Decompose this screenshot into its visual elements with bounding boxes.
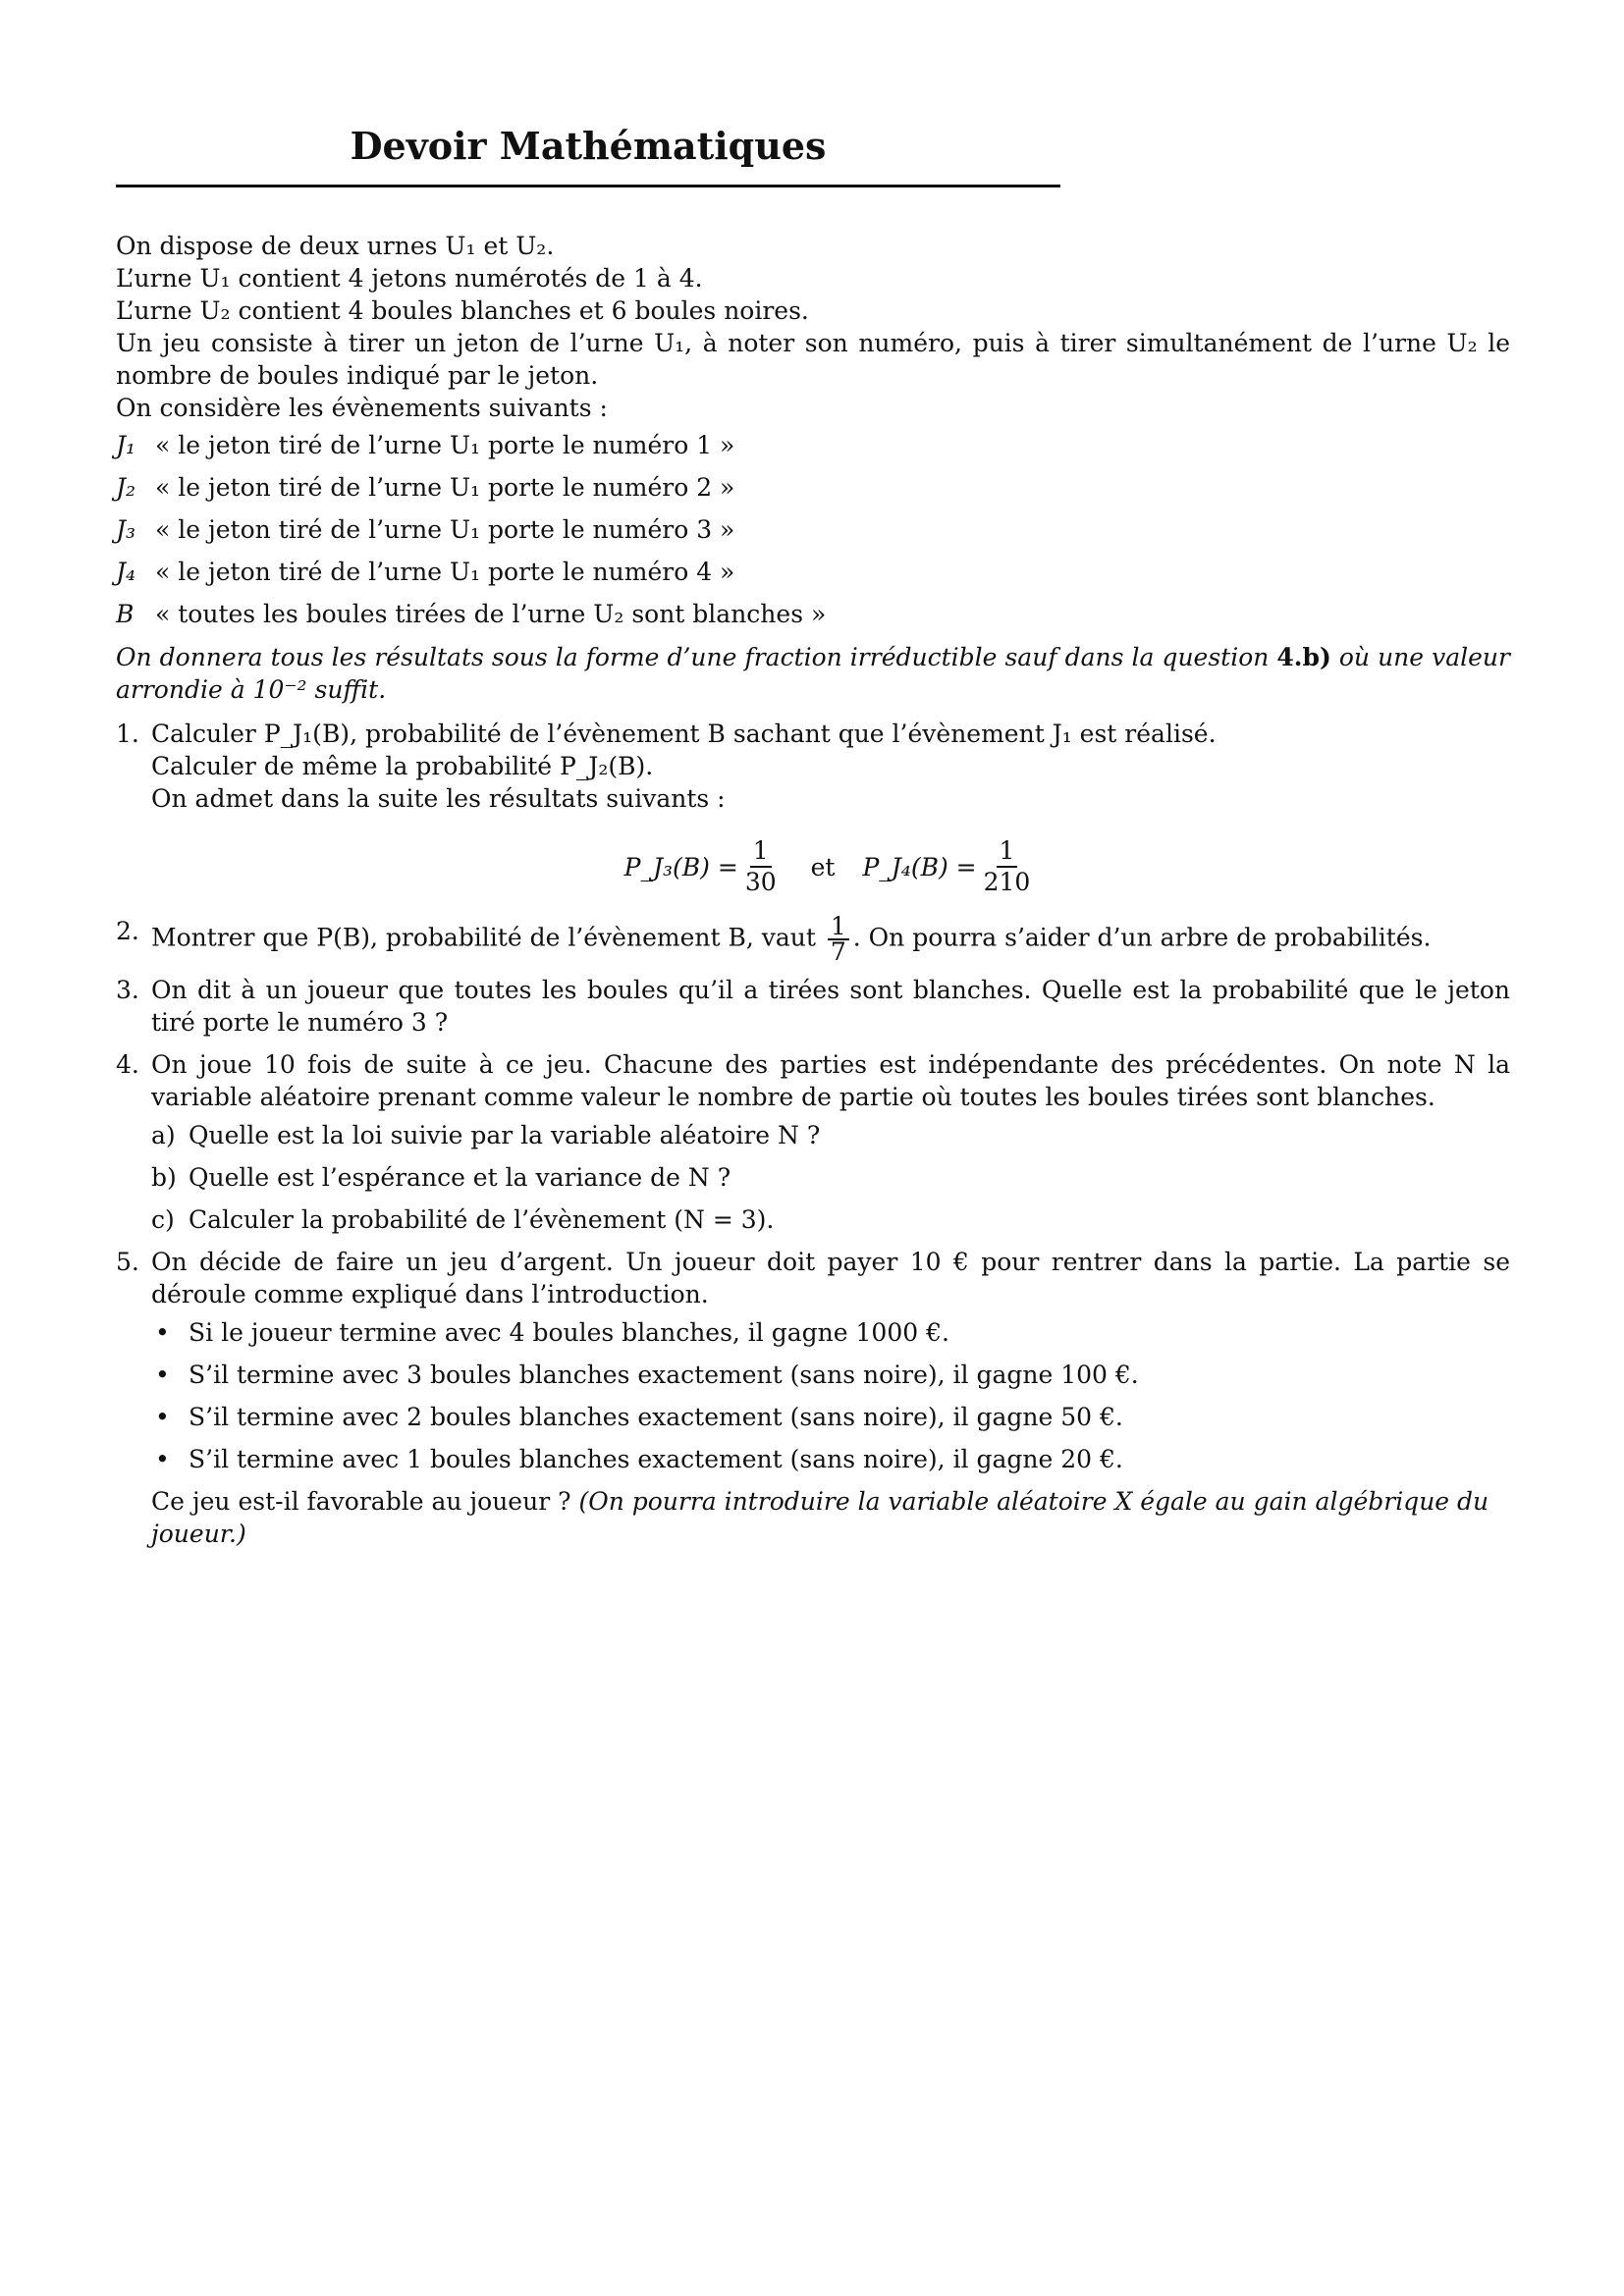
event-item — [116, 466, 1510, 508]
title-rule — [116, 185, 1060, 187]
subquestion-label: c) — [151, 1205, 175, 1234]
subquestion-text: Calculer la probabilité de l’évènement (N = 3). — [189, 1205, 775, 1234]
subquestion — [151, 1203, 1510, 1236]
intro-line-2: L’urne U₁ contient 4 jetons numérotés de 1 à 4. — [116, 264, 703, 293]
event-text: « le jeton tiré de l’urne U₁ porte le numéro 3 » — [155, 515, 735, 544]
q3-text: On dit à un joueur que toutes les boules qu’il a tirées sont blanches. Quelle est la probabilité que le jeton tiré porte le numéro 3 ? — [151, 976, 1510, 1037]
document-body — [116, 230, 1510, 1560]
q5-prize-list — [151, 1316, 1510, 1475]
formula-pj3 — [624, 836, 784, 897]
event-symbol: J₃ — [116, 515, 136, 544]
event-text: « toutes les boules tirées de l’urne U₂ sont blanches » — [155, 600, 827, 628]
question-number: 1. — [116, 720, 139, 748]
question-5 — [116, 1246, 1510, 1550]
prize-text: Si le joueur termine avec 4 boules blanches, il gagne 1000 €. — [189, 1318, 949, 1347]
fraction-numerator: 1 — [997, 836, 1018, 868]
question-2 — [116, 912, 1510, 966]
page-title: Devoir Mathématiques — [350, 124, 827, 168]
event-list — [116, 424, 1510, 635]
q4-text: On joue 10 fois de suite à ce jeu. Chacune des parties est indépendante des précédentes. On note N la variable aléatoire prenant comme valeur le nombre de partie où toutes les boules tirées sont blanches. — [151, 1050, 1510, 1111]
q5-text: On décide de faire un jeu d’argent. Un joueur doit payer 10 € pour rentrer dans la partie. La partie se déroule comme expliqué dans l’introduction. — [151, 1248, 1510, 1308]
subquestion — [151, 1119, 1510, 1151]
intro-line-1: On dispose de deux urnes U₁ et U₂. — [116, 232, 555, 260]
question-number: 2. — [116, 917, 139, 945]
subquestion — [151, 1161, 1510, 1194]
event-item — [116, 593, 1510, 635]
prize-item — [151, 1359, 1510, 1391]
intro-line-3: L’urne U₂ contient 4 boules blanches et 6 boules noires. — [116, 296, 809, 325]
q2-text-b: . On pourra s’aider d’un arbre de probabilités. — [852, 923, 1432, 952]
q4-subquestions — [151, 1119, 1510, 1236]
q5-final-question — [151, 1485, 1510, 1550]
fraction-numerator: 1 — [828, 915, 849, 940]
note-question-ref: 4.b) — [1276, 643, 1331, 671]
prize-text: S’il termine avec 2 boules blanches exactement (sans noire), il gagne 50 €. — [189, 1403, 1123, 1431]
fraction-denominator: 7 — [830, 937, 846, 966]
event-symbol: B — [116, 600, 135, 628]
intro-line-4: Un jeu consiste à tirer un jeton de l’urne U₁, à noter son numéro, puis à tirer simultanément de l’urne U₂ le nombre de boules indiqué par le jeton. — [116, 329, 1510, 390]
event-text: « le jeton tiré de l’urne U₁ porte le numéro 2 » — [155, 473, 735, 502]
q1-line-2: Calculer de même la probabilité P_J₂(B). — [151, 752, 654, 780]
question-4 — [116, 1048, 1510, 1236]
fraction-numerator: 1 — [750, 836, 772, 868]
bullet-icon: • — [155, 1403, 170, 1431]
subquestion-text: Quelle est la loi suivie par la variable aléatoire N ? — [189, 1121, 821, 1149]
fraction — [828, 912, 849, 966]
q5-final-text: Ce jeu est-il favorable au joueur ? — [151, 1487, 579, 1516]
note-part-b: où une valeur arrondie à 10⁻² suffit. — [116, 643, 1510, 704]
fraction — [981, 836, 1034, 897]
event-item — [116, 551, 1510, 593]
event-text: « le jeton tiré de l’urne U₁ porte le numéro 1 » — [155, 431, 735, 459]
subquestion-text: Quelle est l’espérance et la variance de N ? — [189, 1163, 731, 1192]
question-number: 3. — [116, 976, 139, 1004]
question-number: 4. — [116, 1050, 139, 1079]
q5-hint: (On pourra introduire la variable aléatoire X égale au gain algébrique du joueur.) — [151, 1487, 1489, 1548]
question-list — [116, 718, 1510, 1550]
given-probabilities-formula — [151, 836, 1510, 897]
prize-text: S’il termine avec 1 boules blanches exactement (sans noire), il gagne 20 €. — [189, 1445, 1123, 1473]
question-3 — [116, 974, 1510, 1039]
event-symbol: J₂ — [116, 473, 136, 502]
fraction-denominator: 210 — [983, 868, 1031, 896]
q2-text-a: Montrer que P(B), probabilité de l’évènement B, vaut — [151, 923, 816, 952]
fraction — [742, 836, 780, 897]
event-symbol: J₁ — [116, 431, 136, 459]
formula-pj4 — [862, 836, 1037, 897]
q1-line-1: Calculer P_J₁(B), probabilité de l’évènement B sachant que l’évènement J₁ est réalisé. — [151, 720, 1217, 748]
prize-text: S’il termine avec 3 boules blanches exactement (sans noire), il gagne 100 €. — [189, 1361, 1139, 1389]
instructions-note — [116, 641, 1510, 706]
subquestion-label: a) — [151, 1121, 176, 1149]
q1-line-3: On admet dans la suite les résultats suivants : — [151, 784, 726, 813]
question-1 — [116, 718, 1510, 897]
prize-item — [151, 1401, 1510, 1433]
formula-lhs: P_J₃(B) = — [623, 852, 738, 881]
prize-item — [151, 1443, 1510, 1475]
question-number: 5. — [116, 1248, 139, 1276]
formula-lhs: P_J₄(B) = — [862, 852, 977, 881]
bullet-icon: • — [155, 1361, 170, 1389]
fraction-denominator: 30 — [744, 868, 777, 896]
event-symbol: J₄ — [116, 558, 136, 586]
formula-conjunction: et — [810, 852, 836, 881]
bullet-icon: • — [155, 1318, 170, 1347]
intro-line-5: On considère les évènements suivants : — [116, 394, 608, 422]
subquestion-label: b) — [151, 1163, 177, 1192]
bullet-icon: • — [155, 1445, 170, 1473]
event-text: « le jeton tiré de l’urne U₁ porte le numéro 4 » — [155, 558, 735, 586]
prize-item — [151, 1316, 1510, 1349]
event-item — [116, 424, 1510, 466]
event-item — [116, 508, 1510, 551]
note-part-a: On donnera tous les résultats sous la forme d’une fraction irréductible sauf dans la question — [116, 643, 1277, 671]
